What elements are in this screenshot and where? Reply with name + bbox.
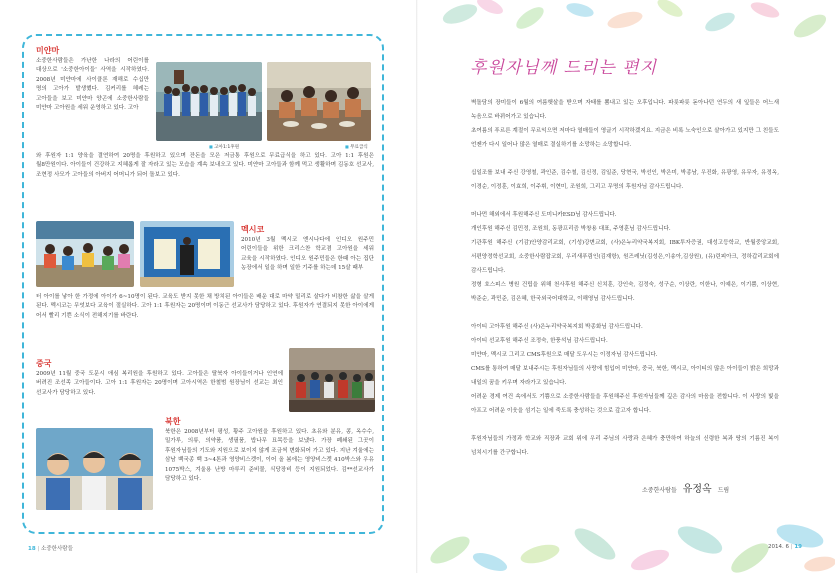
photo-mexico-class (36, 221, 134, 287)
issue-date: 2014. 6 (768, 544, 789, 550)
bottom-leaf-decoration (420, 470, 835, 573)
myanmar-heading: 미얀마 (36, 46, 60, 55)
mexico-heading: 멕시코 (241, 225, 265, 234)
signature-suffix: 드림 (717, 487, 730, 494)
right-folio: 2014. 6 | 19 (768, 544, 803, 550)
north-korea-heading: 북한 (165, 417, 181, 426)
photo-free-meal (267, 62, 371, 141)
letter-paragraph-8: 아이티 고아후원 해주신 (사)은누리약국복지회 박종화님 감사드립니다. (471, 324, 643, 330)
letter-paragraph-5: 개인후원 해주신 김민정, 조원희, 동광프리즘 박창용 대표, 주영훈님 감사드립니다. (471, 226, 671, 232)
letter-paragraph-4: 머나먼 해외에서 후원해주신 도미니카ESD님 감사드립니다. (471, 212, 617, 218)
letter-signature (640, 480, 731, 495)
caption-free-meal: ■ 무료급식 (345, 144, 368, 150)
photo-china-orphanage (289, 348, 375, 412)
photo-north-korea-children (36, 428, 153, 510)
photo-myanmar-children (156, 62, 262, 141)
letter-paragraph-6: 기관후원 해주신 (기감)안양감리교회, (기성)강변교회, (사)은누리약국복지회, IBK투자증권, 대성고등학교, 반월중앙교회, 서편양정학선교회, 소중한사람잡코회, 우리새푸림인(김재항), 원즈레닛(김성은,이송아,김상원), (유)린피아크, 정하갑리교회에 감사드립니다. (471, 240, 779, 275)
signature-name: 유정옥 (682, 484, 712, 495)
north-korea-text: 북한은 2008년부터 평성, 황주 고아원을 후원하고 있다. 초유와 분유, 콩, 옥수수, 밀가루, 의류, 의약품, 생필품, 밥나무 묘목등을 보냈다. 가장 폐쇄된 그곳이 후원자님들의 기도와 지원으로 보이지 않게 조금씩 변화되어 가고 있다. 지난 겨울에는 삼남 백국종 백 3~4톤과 영양비스켓이, 이어 올 봄에는 영양비스켓 410박스와 우유 1075박스, 겨울용 난방 마루리 준비물, 식당장비 등이 지원되었다. 김**선교사가 담당하고 있다. (165, 429, 374, 483)
caption-orphan-sponsorship: ■ 고아1:1후원 (209, 144, 239, 150)
letter-title: 후원자님께 드리는 편지 (470, 58, 658, 78)
myanmar-text-long: 와 후원자 1:1 양육을 결연하여 20명을 후원하고 있으며 잔돈을 모은 저금통 후원으로 무료급식을 하고 있다. 고아 1:1 후원은 월8만원이다. 아이들이 건강하고 지혜롭게 잘 자라고 있는 모습을 계속 보내오고 있다. 미얀마 고아들과 함께 먹고 생활하며 김동호 선교사, 조현정 사모가 고아들의 아버지 어머니가 되어 돌보고 있다. (36, 153, 374, 178)
letter-paragraph-11: CMS를 통하여 매달 보내주시는 후원자님들의 사랑에 힘입어 미얀마, 중국, 북한, 멕시코, 아이티의 많은 아이들이 밝은 희망과 내일의 꿈을 키우며 자라가고 있습니다. (471, 366, 779, 387)
page-gutter (416, 0, 418, 573)
letter-paragraph-2: 초여름의 푸르른 계절이 무르익으면 저마다 열매들이 영글기 시작하겠지요. 지금은 비록 노숙인으로 살아가고 있지만 그 친들도 언젠가 다시 일어나 많은 열매로 결실하기를 소망하는 소망합니다. (471, 128, 779, 149)
signature-org: 소중한사람들 (642, 487, 677, 494)
publication-name: 소중한사람들 (41, 546, 73, 552)
letter-paragraph-12: 어려운 경제 여건 속에서도 기쁨으로 소중한사람들을 후원해주신 후원자님들께 깊은 감사의 마음을 전합니다. 이 사랑의 빛을 아프고 어려운 이웃을 섬기는 일에 죽도록 충성하는 것으로 갚고자 합니다. (471, 394, 779, 415)
letter-paragraph-3: 십일조를 보내 주신 강영철, 곽인준, 김수철, 김신정, 김일준, 당현국, 박선인, 박은미, 박종남, 우진화, 유광영, 유무자, 유정옥, 이경순, 이정훈, 이효희, 이주휘, 이현미, 조원희, 그리고 무명의 후원자님 감사드립니다. (471, 170, 779, 191)
mexico-text-long: 터 아이를 낳아 한 가정에 아이가 6~10명이 된다. 교육도 받지 못한 채 방치된 아이들은 배운 대로 마약 밀리로 살다가 비참한 삶을 살게 된다. 멕시코는 무엇보다 교육이 절실하다. 고아 1:1 후원자는 20명이며 이동근 선교사가 담당하고 있다. 후원자가 연결되지 못한 아이에게 어서 빨리 기쁜 소식이 전해지기를 바란다. (36, 294, 374, 319)
china-text: 2009년 11월 중국 도문시 애심 복리원을 후원하고 있다. 고아들은 탈북자 아이들이거나 인연에 버려진 조선족 고아들이다. 고아 1:1 후원자는 20명이며 고아시역은 한철범 원장님이 선교는 최인 선교사가 담당하고 있다. (36, 371, 283, 396)
photo-mexico-school (140, 221, 234, 287)
letter-paragraph-7: 정형 호스피스 병원 건립을 위해 천사후원 해주신 신치훈, 강인숙, 김정숙, 성구순, 이상란, 이한나, 이예은, 이기쁨, 이상현, 박준순, 곽민준, 김은혜, 한국외국어대학교, 이해영님 감사드립니다. (471, 282, 779, 303)
left-page-number: 18 (28, 546, 36, 552)
letter-paragraph-9: 아이티 선교후원 해주신 조정숙, 한풍석님 감사드립니다. (471, 338, 608, 344)
top-leaf-decoration (420, 0, 835, 60)
left-folio: 18 | 소중한사람들 (28, 546, 73, 552)
china-heading: 중국 (36, 359, 52, 368)
myanmar-text-short: 소중한사람들은 가난한 나라의 어린이를 대상으로 '소중한아이들' 사역을 시작하였다. 2008년 미얀마에 사이클론 재해로 수십만 명의 고아가 발생했다. 김커리를 헤레는 고아들을 보고 미얀마 양곤에 소중한사람들 미얀마 고아원을 세워 운영하고 있다. 고아 (36, 58, 149, 112)
right-page-number: 19 (794, 544, 803, 550)
mexico-text-short: 2010년 3월 멕시코 엔시나다에 인디오 원주민 어린이들을 위한 크리스찬 학교겸 고아원을 세워 교육을 시작하였다. 인디오 원주민들은 한때 아는 집단 농장에서 일을 하며 일한 기주를 하는데 15살 때부 (241, 237, 374, 272)
letter-paragraph-1: 벽돌담의 장미들이 6월의 여름햇살을 받으며 자태를 뽐내고 있는 오후입니다. 파릇파릇 돋아나던 연두의 새 잎들은 어느새 녹음으로 바뀌어가고 있습니다. (471, 100, 779, 121)
letter-paragraph-13: 후원자님들의 가정과 학교와 직장과 교회 위에 우리 주님의 사랑과 은혜가 충만하여 하늘의 신령한 복과 땅의 기름진 복이 넘치시기를 간구합니다. (471, 436, 779, 457)
letter-paragraph-10: 미얀마, 멕시코 그리고 CMS후원으로 매달 도우시는 이정자님 감사드립니다. (471, 352, 658, 358)
